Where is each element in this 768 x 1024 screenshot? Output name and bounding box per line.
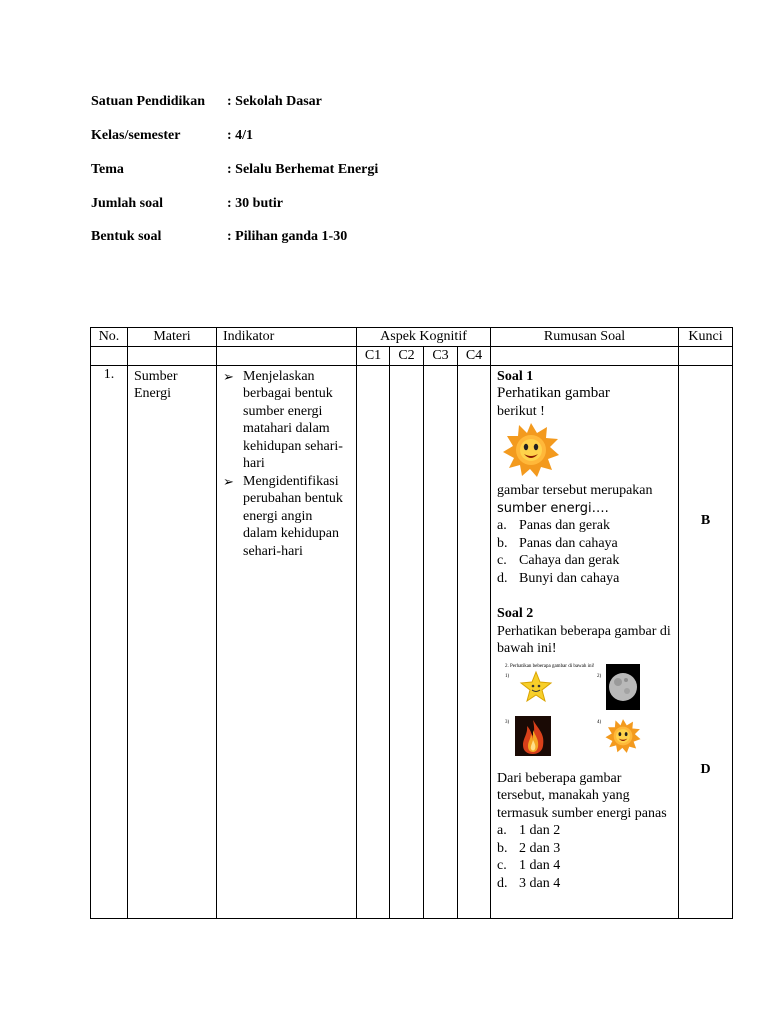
col-materi-header: Materi [128, 328, 217, 347]
option-key: c. [497, 553, 507, 568]
arrow-bullet-icon: ➢ [223, 473, 234, 489]
col-no-header: No. [91, 328, 128, 347]
moon-icon [606, 664, 640, 710]
option-key: b. [497, 840, 508, 856]
option-key: a. [497, 823, 507, 838]
indikator-text: Mengidentifikasi perubahan bentuk energi angin dalam kehidupan sehari-hari [243, 473, 343, 559]
empty-cell [91, 347, 128, 366]
table-row [91, 365, 733, 918]
option-item [497, 822, 672, 840]
image-caption: 2. Perhatikan beberapa gambar di bawah ini! [505, 663, 595, 669]
sun-icon [499, 422, 563, 478]
fire-icon [515, 716, 551, 756]
indikator-item [223, 368, 350, 473]
indikator-text: Menjelaskan berbagai bentuk sumber energi matahari dalam kehidupan sehari-hari [243, 368, 343, 471]
c4-cell [458, 365, 491, 918]
image-label: 4) [597, 719, 602, 725]
col-c3-header: C3 [424, 347, 458, 366]
soal-1-line1: Perhatikan gambar [497, 385, 610, 401]
col-rumusan-header: Rumusan Soal [491, 328, 679, 347]
col-aspek-header: Aspek Kognitif [357, 328, 491, 347]
option-text: 1 dan 4 [519, 858, 561, 873]
option-item [497, 552, 672, 570]
option-key: c. [497, 858, 507, 873]
header-value: : Selalu Berhemat Energi [227, 162, 379, 177]
header-label: Jumlah soal [91, 196, 163, 211]
soal-2-line1: Perhatikan beberapa gambar di bawah ini! [497, 623, 671, 656]
empty-cell [491, 347, 679, 366]
option-text: Panas dan cahaya [519, 535, 618, 551]
header-label: Tema [91, 162, 124, 177]
col-c4-header: C4 [458, 347, 491, 366]
col-c2-header: C2 [390, 347, 424, 366]
row-indikator [217, 365, 357, 918]
col-kunci-header: Kunci [679, 328, 733, 347]
header-row-sub [91, 347, 733, 366]
kunci-cell [679, 365, 733, 918]
option-text: Cahaya dan gerak [519, 553, 620, 568]
indikator-list [223, 368, 350, 561]
soal-2-image-grid [499, 662, 649, 762]
soal-1-question-b: sumber energi…. [497, 500, 609, 516]
image-label: 1) [505, 673, 510, 679]
header-value: : Sekolah Dasar [227, 94, 322, 109]
option-text: Panas dan gerak [519, 518, 610, 533]
header-label: Bentuk soal [91, 229, 162, 244]
option-item [497, 517, 672, 535]
header-value: : 30 butir [227, 196, 283, 211]
col-indikator-header: Indikator [217, 328, 357, 347]
star-icon [519, 670, 553, 704]
option-item [497, 857, 672, 875]
option-key: d. [497, 570, 508, 586]
header-value: : Pilihan ganda 1-30 [227, 229, 348, 244]
rumusan-cell [491, 365, 679, 918]
header-value: : 4/1 [227, 128, 254, 143]
soal-1-options [497, 517, 672, 587]
soal-2-options [497, 822, 672, 892]
c2-cell [390, 365, 424, 918]
empty-cell [128, 347, 217, 366]
soal-1-question-a: gambar tersebut merupakan [497, 483, 653, 498]
soal-2-answer: D [700, 761, 711, 777]
empty-cell [217, 347, 357, 366]
soal-2 [497, 605, 672, 892]
option-item [497, 535, 672, 553]
soal-1-line2: berikut ! [497, 403, 545, 419]
option-key: b. [497, 535, 508, 551]
option-item [497, 840, 672, 858]
option-text: 2 dan 3 [519, 840, 561, 856]
header-label: Kelas/semester [91, 128, 181, 143]
header-label: Satuan Pendidikan [91, 94, 205, 109]
empty-cell [679, 347, 733, 366]
soal-2-question: Dari beberapa gambar tersebut, manakah yang termasuk sumber energi panas [497, 770, 667, 821]
c1-cell [357, 365, 390, 918]
indikator-item [223, 473, 350, 561]
option-text: 1 dan 2 [519, 823, 561, 838]
option-key: a. [497, 518, 507, 533]
arrow-bullet-icon: ➢ [223, 368, 234, 384]
soal-2-title: Soal 2 [497, 606, 534, 621]
col-c1-header: C1 [357, 347, 390, 366]
option-item [497, 570, 672, 588]
option-text: Bunyi dan cahaya [519, 570, 620, 586]
header-row-main [91, 328, 733, 347]
question-grid-table [90, 327, 733, 919]
sun-small-icon [603, 716, 643, 756]
c3-cell [424, 365, 458, 918]
row-materi: Sumber Energi [128, 365, 217, 918]
image-label: 2) [597, 673, 602, 679]
option-item [497, 875, 672, 893]
soal-1-answer: B [700, 512, 711, 528]
soal-1-title: Soal 1 [497, 368, 534, 384]
row-number: 1. [91, 365, 128, 918]
option-text: 3 dan 4 [519, 875, 561, 891]
option-key: d. [497, 875, 508, 891]
soal-1 [497, 368, 672, 588]
image-label: 3) [505, 719, 510, 725]
